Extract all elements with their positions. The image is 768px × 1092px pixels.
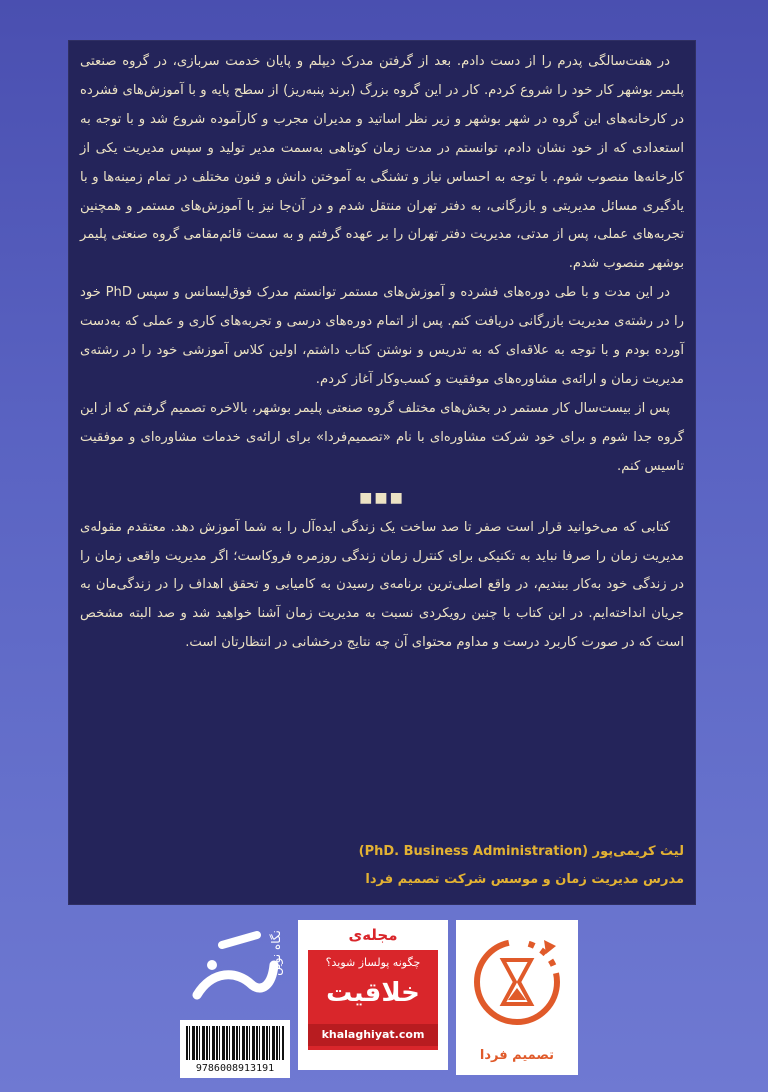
bio-paragraph-1: در هفت‌سالگی پدرم را از دست دادم. بعد از گرفتن مدرک دیپلم و پایان خدمت سربازی، در گروه صنعتی پلیمر بوشهر کار خود را شروع کردم. کار در این گروه بزرگ (برند پنبه‌ریز) از سطح پایه و با آموزش‌های فشرده در کارخانه‌های این گروه در شهر بوشهر و زیر نظر اساتید و مدیران مجرب و کارآموده شروع شد و با توجه به استعدادی که از خود نشان دادم، توانستم در مدت زمان کوتاهی به‌سمت مدیر تولید و سپس مدیریت یکی از کارخانه‌ها منصوب شوم. با توجه به احساس نیاز و تشنگی به آموختن دانش و فنون مختلف در تمام زمینه‌ها و با یادگیری مسائل مدیریتی و بازرگانی، به دفتر تهران منتقل شدم و در آن‌جا نیز با آموزش‌های مستمر و همچنین تجربه‌های عملی، پس از مدتی، مدیریت دفتر تهران را بر عهده گرفتم و به سمت قائم‌مقامی گروه صنعتی پلیمر بوشهر منصوب شدم. xyxy=(80,54,684,272)
bio-paragraph-2: در این مدت و با طی دوره‌های فشرده و آموزش‌های مستمر توانستم مدرک فوق‌لیسانس و سپس PhD خود را در رشته‌ی مدیریت بازرگانی دریافت کنم. پس از اتمام دوره‌های درسی و تجربه‌های کاری و عملی که به‌دست آورده بودم و با توجه به علاقه‌ای که به تدریس و نوشتن کتاب داشتم، اولین کلاس آموزشی خود را در رشته‌ی مدیریت زمان و ارائه‌ی مشاوره‌های موفقیت و کسب‌وکار آغاز کردم. xyxy=(80,285,684,387)
magazine-question: چگونه پولساز شوید؟ xyxy=(325,956,421,969)
tasmim-farda-logo xyxy=(456,920,578,1075)
isbn-barcode xyxy=(180,1020,290,1078)
author-degree: (PhD. Business Administration) xyxy=(358,844,589,859)
publisher-logo xyxy=(182,925,292,1015)
closing-paragraph: کتابی که می‌خوانید قرار است صفر تا صد ساخت یک زندگی ایده‌آل را به شما آموزش دهد. معتقدم مقوله‌ی مدیریت زمان را صرفا نباید به تکنیکی برای کنترل زمان زندگی روزمره فروکاست؛ اگر مدیریت واقعی زمان را در زندگی خود به‌کار ببندیم، در واقع اصلی‌ترین برنامه‌ی رسیدن به کامیابی و تحقق اهداف را در زندگی‌مان به جریان انداخته‌ایم. در این کتاب با چنین رویکردی نسبت به مدیریت زمان آشنا خواهید شد و صد البته مشخص است که در صورت کاربرد درست و مداوم محتوای آن چه نتایج درخشانی در انتظارتان است. xyxy=(80,519,684,651)
magazine-url: khalaghiyat.com xyxy=(321,1028,425,1041)
author-name: لیث کریمی‌پور xyxy=(592,844,684,859)
tasmim-caption: تصمیم فردا xyxy=(479,1048,555,1063)
magazine-label: مجله‌ی xyxy=(348,926,398,944)
bio-paragraph-3: پس از بیست‌سال کار مستمر در بخش‌های مختلف گروه صنعتی پلیمر بوشهر، بالاخره تصمیم گرفتم که از این گروه جدا شوم و برای خود شرکت مشاوره‌ای با نام «تصمیم‌فردا» برای ارائه‌ی خدمات مشاوره‌ای و موفقیت تاسیس کنم. xyxy=(80,400,684,474)
author-title: مدرس مدیریت زمان و موسس شرکت تصمیم فردا xyxy=(365,872,684,887)
biography-text xyxy=(80,48,684,658)
hourglass-clock-icon xyxy=(456,920,578,1040)
section-separator: ■■■ xyxy=(359,489,405,506)
isbn-number: 9786008913191 xyxy=(195,1063,275,1074)
barcode-bars xyxy=(186,1026,284,1060)
magazine-name: خلاقیت xyxy=(326,978,420,1008)
author-signature xyxy=(80,838,684,894)
publisher-name: نگاه نوین xyxy=(269,930,283,976)
khalaghiyat-magazine-logo xyxy=(298,920,448,1070)
